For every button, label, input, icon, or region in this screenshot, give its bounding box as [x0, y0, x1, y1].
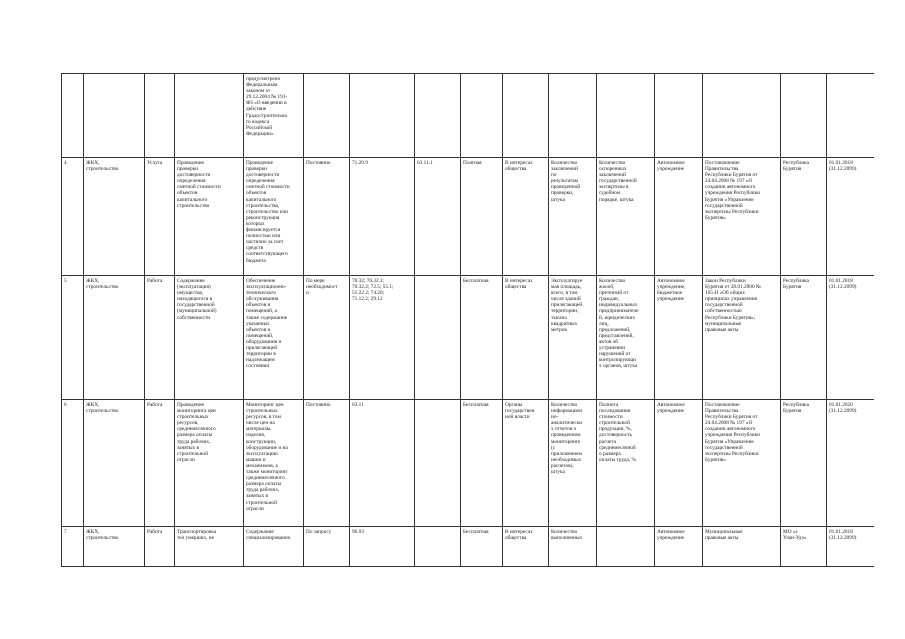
okved-cell	[350, 74, 415, 158]
dates-cell	[827, 400, 875, 527]
payment-cell	[461, 158, 503, 276]
okpd-cell-text: 63.11.1	[417, 160, 433, 166]
period-cell	[304, 158, 350, 276]
legal-act-cell	[703, 527, 781, 567]
legal-act-cell-text: Муниципальные правовые акты	[705, 529, 743, 542]
dates-cell-text: 01.01.2018 (31.12.2099)	[829, 529, 857, 542]
consumer-category-cell	[503, 276, 549, 400]
period-cell-text: Постоянно	[306, 402, 331, 408]
service-name-cell	[175, 158, 244, 276]
okved-cell	[350, 158, 415, 276]
table-row	[62, 527, 875, 567]
type-cell	[145, 527, 175, 567]
period-cell-text: По запросу	[306, 529, 332, 535]
region-cell-text: МО «г. Улан-Удэ»	[783, 529, 807, 542]
okpd-cell	[415, 74, 461, 158]
service-name-cell	[175, 276, 244, 400]
row-number	[62, 400, 84, 527]
payment-cell-text: Бесплатная	[463, 402, 489, 408]
content-cell-text: Мониторинг цен строительных ресурсов, в том числе цен на материалы, изделия, конструкции, оборудование и на эксплуатацию машин и механизмов, а также мониторинг среднемесячного размера оплаты труда рабочих, занятых в строительной отрасли	[246, 402, 288, 512]
services-registry-table	[61, 73, 874, 567]
period-cell-text: Постоянно	[306, 160, 331, 166]
volume-indicator-cell-text: Количество выполненных	[551, 529, 583, 542]
payment-cell	[461, 527, 503, 567]
sphere-cell	[84, 158, 145, 276]
consumer-category-cell-text: В интересах общества	[505, 278, 533, 291]
content-cell-text: предусмотрено Федеральным законом от 29.12.2004 № 191- ФЗ «О введении в действие Градостроительно го кодекса Российской Федерации»	[246, 76, 288, 137]
sphere-cell-text: ЖКХ, строительство	[86, 160, 119, 173]
table-row	[62, 158, 875, 276]
sphere-cell	[84, 276, 145, 400]
service-name-cell	[175, 527, 244, 567]
volume-indicator-cell	[549, 527, 597, 567]
volume-indicator-cell	[549, 158, 597, 276]
okved-cell	[350, 527, 415, 567]
dates-cell	[827, 527, 875, 567]
okpd-cell	[415, 527, 461, 567]
sphere-cell-text: ЖКХ, строительство	[86, 402, 119, 415]
consumer-category-cell	[503, 400, 549, 527]
okved-cell-text: 96.03	[352, 529, 364, 535]
quality-indicator-cell	[597, 74, 655, 158]
region-cell	[781, 74, 827, 158]
row-number	[62, 158, 84, 276]
type-cell	[145, 158, 175, 276]
okved-cell-text: 70.32; 70.32.1; 70.32.2; 72.5; 55.1; 51.22.2; 74.20; 71.12.2; 29.12	[352, 278, 394, 303]
institution-type-cell-text: Автономное учреждение	[657, 160, 685, 173]
sphere-cell-text: ЖКХ, строительство	[86, 278, 119, 291]
consumer-category-cell-text: Органы государствен ной власти	[505, 402, 535, 421]
type-cell-text: Работа	[147, 278, 163, 284]
okved-cell-text: 71.20.9	[352, 160, 368, 166]
quality-indicator-cell	[597, 527, 655, 567]
type-cell	[145, 276, 175, 400]
period-cell	[304, 527, 350, 567]
consumer-category-cell	[503, 74, 549, 158]
row-number-text: 5	[64, 278, 67, 284]
period-cell	[304, 74, 350, 158]
region-cell-text: Республика Бурятия	[783, 278, 810, 291]
quality-indicator-cell	[597, 158, 655, 276]
consumer-category-cell	[503, 527, 549, 567]
content-cell	[244, 527, 304, 567]
row-number	[62, 74, 84, 158]
consumer-category-cell	[503, 158, 549, 276]
service-name-cell	[175, 400, 244, 527]
type-cell	[145, 400, 175, 527]
row-number	[62, 527, 84, 567]
okved-cell-text: 63.11	[352, 402, 364, 408]
legal-act-cell	[703, 74, 781, 158]
dates-cell	[827, 276, 875, 400]
service-name-cell-text: Содержание (эксплуатация) имущества, находящегося в государственной (муниципальной) собственности	[177, 278, 217, 321]
service-name-cell-text: Проведение проверки достоверности определения сметной стоимости объектов капитального строительства	[177, 160, 221, 209]
legal-act-cell-text: Закон Республики Бурятия от 28.01.2000 № 165-II «Об общих принципах управления государственной собственностью Республики Бурятия»; муниципальные правовые акты	[705, 278, 761, 333]
type-cell-text: Работа	[147, 529, 163, 535]
content-cell-text: Обеспечение эксплуатационно- технического обслуживания объектов и помещений, а также содержание указанных объектов и помещений, оборудования и прилегающей территории в надлежащем состоянии	[246, 278, 288, 370]
type-cell	[145, 74, 175, 158]
row-number-text: 6	[64, 402, 67, 408]
quality-indicator-cell	[597, 276, 655, 400]
type-cell-text: Услуга	[147, 160, 163, 166]
dates-cell	[827, 74, 875, 158]
okpd-cell	[415, 158, 461, 276]
dates-cell-text: 01.01.2018 (31.12.2099)	[829, 278, 857, 291]
period-cell	[304, 400, 350, 527]
table-row	[62, 400, 875, 527]
volume-indicator-cell-text: Количество информацион но- аналитически х отчетов о проведенном мониторинге (с приложением необходимых расчетов), штука	[551, 402, 583, 476]
sphere-cell	[84, 400, 145, 527]
row-number-text: 7	[64, 529, 67, 535]
institution-type-cell-text: Автономное учреждение	[657, 402, 685, 415]
okved-cell	[350, 276, 415, 400]
region-cell-text: Республика Бурятия	[783, 402, 810, 415]
volume-indicator-cell	[549, 74, 597, 158]
content-cell	[244, 400, 304, 527]
table-body	[62, 74, 875, 567]
period-cell	[304, 276, 350, 400]
payment-cell-text: Бесплатная	[463, 529, 489, 535]
volume-indicator-cell-text: Количество заключений по результатам проведенной проверки, штука	[551, 160, 581, 203]
region-cell	[781, 400, 827, 527]
volume-indicator-cell	[549, 400, 597, 527]
region-cell	[781, 158, 827, 276]
content-cell-text: Содержание специализированно	[246, 529, 291, 542]
institution-type-cell	[655, 158, 703, 276]
service-name-cell	[175, 74, 244, 158]
content-cell	[244, 276, 304, 400]
dates-cell-text: 01.01.2020 (31.12.2099)	[829, 402, 857, 415]
service-name-cell-text: Транспортировка тел умерших, не	[177, 529, 217, 542]
row-number	[62, 276, 84, 400]
payment-cell	[461, 74, 503, 158]
content-cell-text: Проведение проверки достоверности определения сметной стоимости объектов капитального строительства, строительство или реконструкция которых финансируется полностью или частично за счет средств соответствующего бюджета	[246, 160, 290, 264]
registry-page	[61, 73, 874, 613]
service-name-cell-text: Проведение мониторинга цен строительных ресурсов, среднемесячного размера оплаты труда рабочих, занятых в строительной отрасли	[177, 402, 216, 463]
row-number-text: 4	[64, 160, 67, 166]
content-cell	[244, 74, 304, 158]
okpd-cell	[415, 400, 461, 527]
quality-indicator-cell-text: Количество жалоб, претензий от граждан, индивидуальных предпринимателе й, юридических лиц, предложений, представлений, актов об устранении нарушений от контролирующи х органов, штука	[599, 278, 639, 370]
content-cell	[244, 158, 304, 276]
volume-indicator-cell	[549, 276, 597, 400]
legal-act-cell-text: Постановление Правительства Республики Бурятия от 24.04.2008 № 197 «О создании автономного учреждения Республики Бурятия «Управление государственной экспертизы Республики Бурятия»	[705, 160, 761, 221]
dates-cell-text: 01.01.2018 (31.12.2099)	[829, 160, 857, 173]
legal-act-cell	[703, 158, 781, 276]
dates-cell	[827, 158, 875, 276]
payment-cell-text: Платная	[463, 160, 482, 166]
consumer-category-cell-text: В интересах общества	[505, 529, 533, 542]
type-cell-text: Работа	[147, 402, 163, 408]
region-cell	[781, 276, 827, 400]
institution-type-cell-text: Автономное учреждение	[657, 529, 685, 542]
period-cell-text: По мере необходимост и	[306, 278, 338, 297]
payment-cell-text: Бесплатная	[463, 278, 489, 284]
institution-type-cell	[655, 74, 703, 158]
okved-cell	[350, 400, 415, 527]
table-row	[62, 74, 875, 158]
legal-act-cell-text: Постановление Правительства Республики Бурятия от 24.04.2008 № 197 «О создании автономного учреждения Республики Бурятия «Управление государственной экспертизы Республики Бурятия»	[705, 402, 761, 463]
sphere-cell	[84, 74, 145, 158]
institution-type-cell	[655, 276, 703, 400]
okpd-cell	[415, 276, 461, 400]
quality-indicator-cell	[597, 400, 655, 527]
sphere-cell-text: ЖКХ, строительство	[86, 529, 119, 542]
legal-act-cell	[703, 400, 781, 527]
region-cell-text: Республика Бурятия	[783, 160, 810, 173]
sphere-cell	[84, 527, 145, 567]
table-row	[62, 276, 875, 400]
quality-indicator-cell-text: Количество оспоренных заключений государственной экспертизы в судебном порядке, штука	[599, 160, 637, 203]
payment-cell	[461, 276, 503, 400]
institution-type-cell	[655, 400, 703, 527]
volume-indicator-cell-text: Эксплуатируе мая площадь, всего, в том числе зданий прилегающей территории, тысяча квадратных метров	[551, 278, 583, 333]
legal-act-cell	[703, 276, 781, 400]
region-cell	[781, 527, 827, 567]
institution-type-cell-text: Автономное учреждение, бюджетное учреждение	[657, 278, 686, 303]
institution-type-cell	[655, 527, 703, 567]
consumer-category-cell-text: В интересах общества	[505, 160, 533, 173]
payment-cell	[461, 400, 503, 527]
quality-indicator-cell-text: Полнота последования стоимости строительной продукции, %, достоверность расчета среднемесячной о размера оплаты труда, %	[599, 402, 636, 463]
